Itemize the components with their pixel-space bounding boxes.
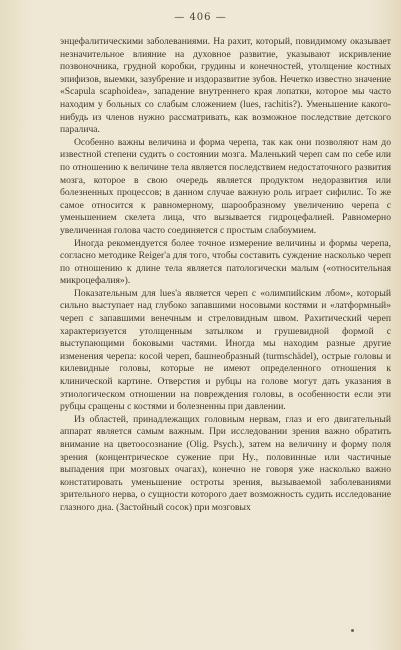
paragraph-1: энцефалитическими заболеваниями. На рахит, который, повидимому оказывает незначительное влияние на духовное развитие, указывают искривление позвоночника, грудной коробки, грудины и конечностей, утолщение костных эпифизов, выемки, зазубрение и издоразвитие зубов. Нечетко известно значение «Scapula scaphoidea», западение внутреннего края лопатки, которое мы часто находим у больных со слабым сложением (lues, rachitis?). Уменьшение какого-нибудь из членов нужно рассматривать, как возможное последствие детского паралича. [60, 36, 391, 136]
paragraph-5: Из областей, принадлежащих головным нервам, глаз и его двигательный аппарат является самым важным. При исследовании зрения важно обратить внимание на цветоосознание (Olig. Psych.), затем на величину и форму поля зрения (концентрическое сужение при Hy., половинные или частичные выпадения при мозговых очагах), конечно не говоря уже насколько важно констатировать уменьшение остроты зрения, вызываемой заболеваниями зрительного нерва, о сущности которого дает возможность судить исследование глазного дна. (Застойный сосок) при мозговых [60, 413, 391, 513]
paragraph-4: Показательным для lues'a является череп с «олимпийским лбом», который сильно выступает над глубоко запавшими носовыми костями и «латформный» череп с запавшими венечным и стреловидным швом. Рахитический череп характеризуется утолщенным затылком и грушевидной формой с выступающими боковыми частями. Иногда мы находим разные другие изменения черепа: косой череп, башнеобразный (turmschädel), острые головы и килевидные головы, которые не имеют определенного отношения к клинической картине. Отверстия и рубцы на голове могут дать указания в этиологическом отношении на повреждения головы, в особенности если эти рубцы сращены с костями и болезненны при давлении. [60, 287, 391, 413]
paragraph-2: Особенно важны величина и форма черепа, так как они позволяют нам до известной степени судить о состоянии мозга. Маленький череп сам по себе или по отношению к величине тела является последствием недостаточного развития мозга, которое в свою очередь является продуктом недоразвития или болезненных процессов; в данном случае важную роль играет сифилис. То же самое относится к равномерному, шарообразному увеличению черепа с уменьшением скелета лица, что вызывается гидроцефалией. Равномерно увеличенная голова часто соединяется с простым слабоумием. [60, 136, 391, 236]
ink-speck [351, 629, 354, 632]
body-text [60, 36, 391, 515]
page-number: — 406 — [174, 12, 227, 23]
paragraph-3: Иногда рекомендуется более точное измерение величины и формы черепа, согласно методике Reiger'a для того, чтобы составить суждение насколько череп по отношению к длине тела является патологически малым («относительная микроцефалия»). [60, 237, 391, 287]
